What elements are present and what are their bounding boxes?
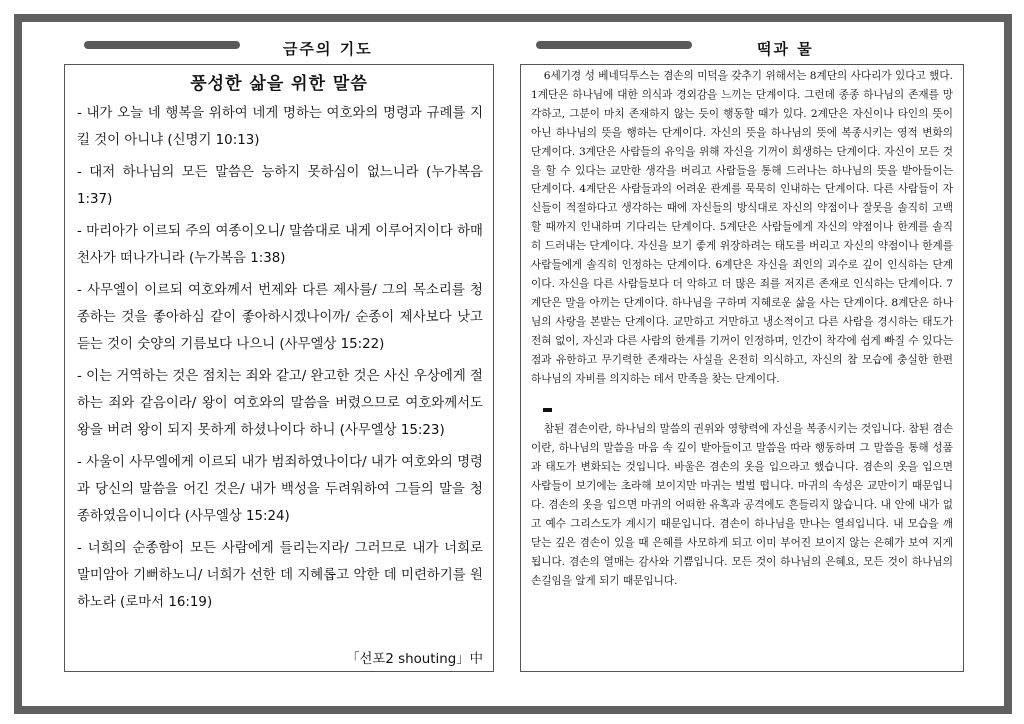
verse-item: - 사울이 사무엘에게 이르되 내가 범죄하였나이다/ 내가 여호와의 명령과 당신의 말씀을 어긴 것은/ 내가 백성을 두려워하여 그들의 말을 청종하였음이니이다 (사무엘상 15:24) xyxy=(77,455,483,524)
right-section-heading: 떡과 물 xyxy=(757,40,814,58)
scripture-title: 풍성한 삶을 위한 말씀 xyxy=(190,74,368,94)
essay-paragraph-1: 6세기경 성 베네딕투스는 겸손의 미덕을 갖추기 위해서는 8계단의 사다리가 있다고 했다. 1계단은 하나님에 대한 의식과 경외감을 느끼는 단계이다. 그런데 종종 하나님의 존재를 망각하고, 그분이 마치 존재하지 않는 듯이 행동할 때가 있다. 2계단은 자신이나 타인의 뜻이 아닌 하나님의 뜻을 행하는 단계이다. 자신의 뜻을 하나님의 뜻에 복종시키는 영적 변화의 단계이다. 3계단은 사람들의 유익을 위해 자신을 기꺼이 희생하는 단계이다. 자신이 모든 것을 할 수 있다는 교만한 생각을 버리고 사람들을 통해 드러나는 하나님의 뜻을 받아들이는 단계이다. 4계단은 사람들과의 어려운 관계를 묵묵히 인내하는 단계이다. 다른 사람들이 자신들이 적절하다고 생각하는 때에 자신들의 방식대로 자신의 약점이나 잘못을 솔직히 고백할 때까지 인내하며 기다리는 단계이다. 5계단은 사람들에게 자신의 약점이나 한계를 솔직히 드러내는 단계이다. 자신을 보기 좋게 위장하려는 태도를 버리고 자신의 약점이나 한계를 사람들에게 솔직히 인정하는 단계이다. 6계단은 자신을 죄인의 괴수로 깊이 인식하는 단계이다. 자신을 다른 사람들보다 더 악하고 더 많은 죄를 저지른 존재로 인식하는 단계이다. 7계단은 말을 아끼는 단계이다. 하나님을 구하며 지혜로운 삶을 사는 단계이다. 8계단은 하나님의 사랑을 본받는 단계이다. 교만하고 거만하고 냉소적이고 다른 사람을 경시하는 태도가 전혀 없이, 자신과 다른 사람의 한계를 기꺼이 인정하며, 인간이 착각에 쉽게 빠질 수 있다는 점과 유한하고 무기력한 존재라는 사실을 온전히 의식하고, 자신의 참 모습에 충실한 한편 하나님의 자비를 의지하는 데서 만족을 찾는 단계이다. xyxy=(531,70,953,385)
source-citation: 「선포2 shouting」中 xyxy=(346,652,483,667)
essay-box xyxy=(520,64,964,672)
verse-item: - 너희의 순종함이 모든 사람에게 들리는지라/ 그러므로 내가 너희로 말미암아 기뻐하노니/ 너희가 선한 데 지혜롭고 악한 데 미련하기를 원하노라 (로마서 16:19) xyxy=(77,541,483,610)
section-marker xyxy=(543,408,552,412)
verse-item: - 내가 오늘 네 행복을 위하여 네게 명하는 여호와의 명령과 규례를 지킬 것이 아니냐 (신명기 10:13) xyxy=(77,106,483,148)
left-section-heading: 금주의 기도 xyxy=(283,40,373,58)
verse-list xyxy=(65,100,493,616)
left-header-bar xyxy=(84,41,240,49)
verse-item: - 이는 거역하는 것은 점치는 죄와 같고/ 완고한 것은 사신 우상에게 절하는 죄와 같음이라/ 왕이 여호와의 말씀을 버렸으므로 여호와께서도 왕을 버려 왕이 되지 못하게 하셨나이다 하니 (사무엘상 15:23) xyxy=(77,369,483,438)
verse-item: - 사무엘이 이르되 여호와께서 번제와 다른 제사를/ 그의 목소리를 청종하는 것을 좋아하심 같이 좋아하시겠나이까/ 순종이 제사보다 낫고 듣는 것이 숫양의 기름보다 나으니 (사무엘상 15:22) xyxy=(77,283,483,352)
essay-paragraph-2: 참된 겸손이란, 하나님의 말씀의 권위와 영향력에 자신을 복종시키는 것입니다. 참된 겸손이란, 하나님의 말씀을 마음 속 깊이 받아들이고 말씀을 따라 행동하며 그 말씀을 통해 성품과 태도가 변화되는 것입니다. 바울은 겸손의 옷을 입으라고 했습니다. 겸손의 옷을 입으면 사람들이 보기에는 초라해 보이지만 마귀는 벌벌 떱니다. 마귀의 속성은 교만이기 때문입니다. 겸손의 옷을 입으면 마귀의 어떠한 유혹과 공격에도 흔들리지 않습니다. 내 안에 내가 없고 예수 그리스도가 계시기 때문입니다. 겸손이 하나님을 만나는 열쇠입니다. 내 모습을 깨닫는 깊은 겸손이 있을 때 은혜를 사모하게 되고 이미 부어진 보이지 않는 은혜가 보여 지게 됩니다. 겸손의 열매는 감사와 기쁨입니다. 모든 것이 하나님의 은혜요, 모든 것이 하나님의 손길임을 알게 되기 때문입니다. xyxy=(531,423,953,587)
scripture-box xyxy=(64,64,494,672)
verse-item: - 대저 하나님의 모든 말씀은 능하지 못하심이 없느니라 (누가복음 1:37) xyxy=(77,165,483,207)
verse-item: - 마리아가 이르되 주의 여종이오니/ 말씀대로 내게 이루어지이다 하매 천사가 떠나가니라 (누가복음 1:38) xyxy=(77,224,483,266)
right-header-bar xyxy=(536,41,692,49)
